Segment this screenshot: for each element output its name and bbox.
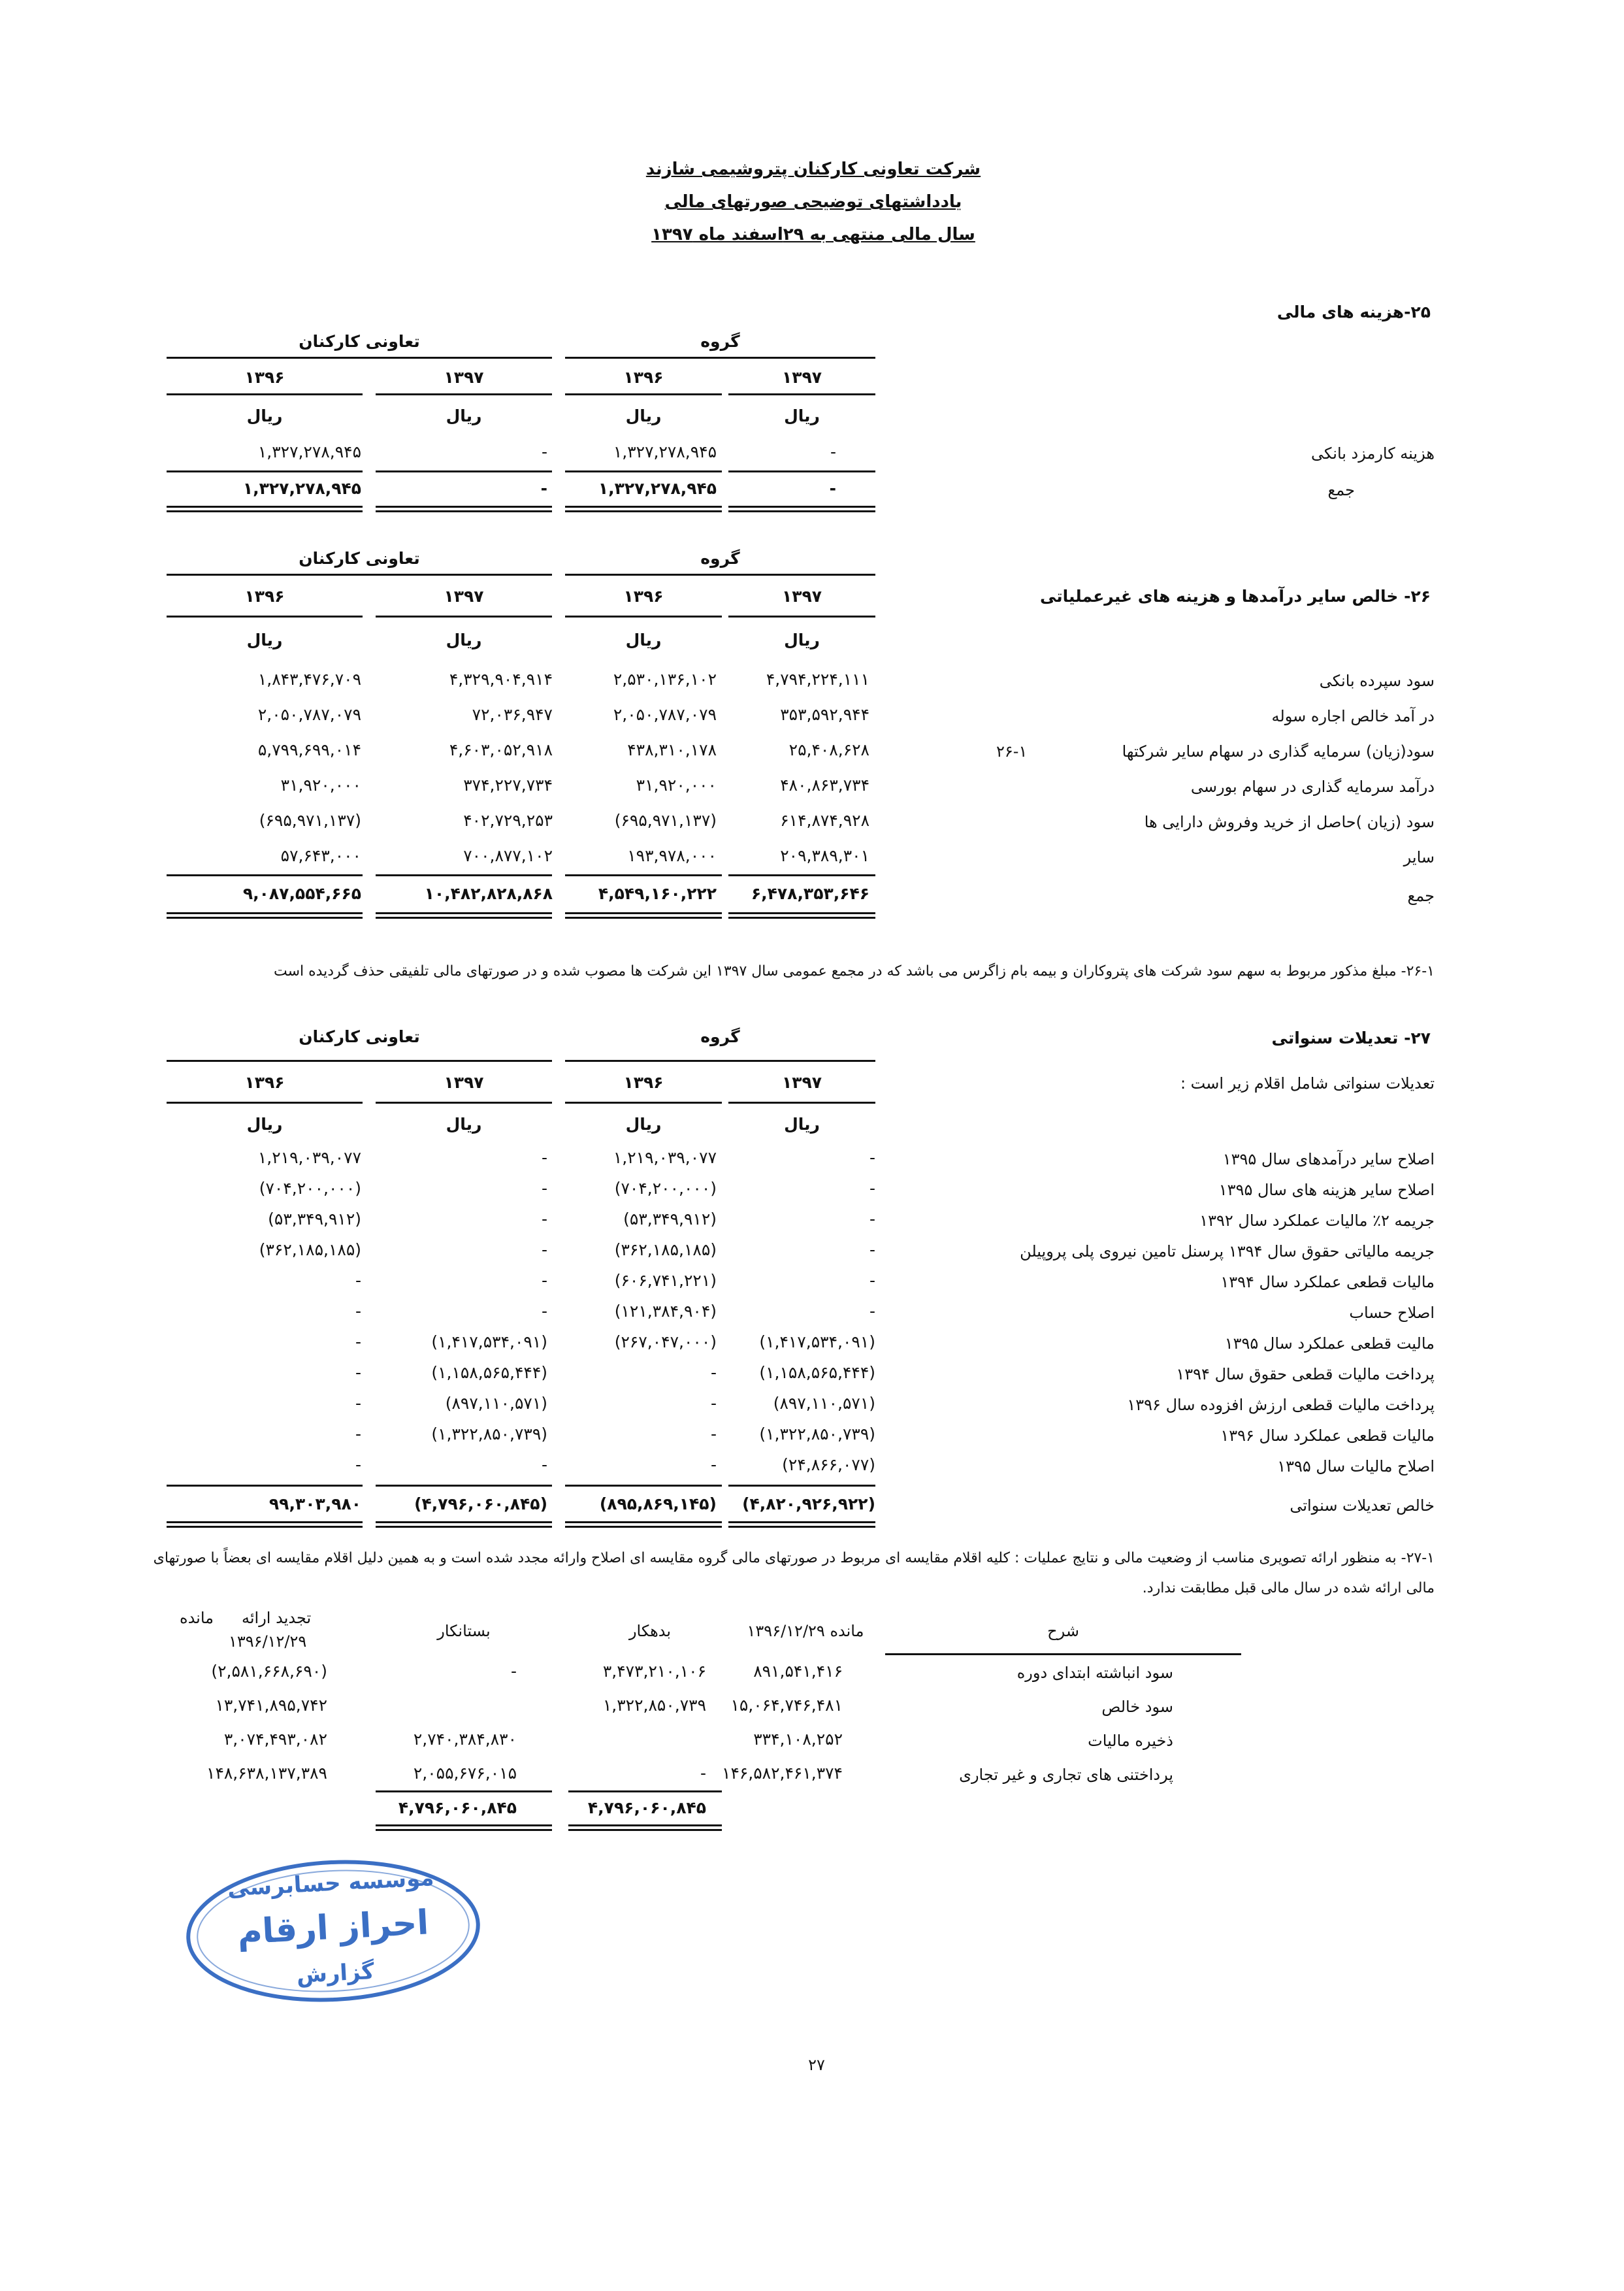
- note25-row-label: هزینه کارمزد بانکی: [1311, 444, 1435, 463]
- note25-year-group-1397: ۱۳۹۷: [781, 368, 822, 387]
- restate-total-debit: ۴,۷۹۶,۰۶۰,۸۴۵: [587, 1798, 706, 1817]
- note27-cell: -: [710, 1363, 717, 1382]
- note26-double-rule: [376, 912, 552, 919]
- restate-cell-restated: ۱۳,۷۴۱,۸۹۵,۷۴۲: [215, 1696, 327, 1715]
- restate-cell-restated: ۱۴۸,۶۳۸,۱۳۷,۳۸۹: [206, 1764, 327, 1783]
- note27-header-group: گروه: [700, 1027, 740, 1046]
- note26-cell: ۴۸۰,۸۶۳,۷۳۴: [780, 776, 869, 795]
- note26-row-ref: ۲۶-۱: [996, 742, 1028, 761]
- note27-footnote-1: ۲۷-۱- به منظور ارائه تصویری مناسب از وضعیت مالی و نتایج عملیات : کلیه اقلام مقایسه ای مربوط در صورتهای مالی گروه مقایسه ای اصلاح وارائه مجدد شده است و به همین دلیل اقلام مقایسه ای بعضاً با صورتهای: [153, 1550, 1435, 1566]
- note27-year-rule: [167, 1102, 363, 1104]
- report-title: یادداشتهای توضیحی صورتهای مالی: [664, 192, 962, 212]
- note25-total-rule: [167, 470, 363, 472]
- note26-cell: ۳۱,۹۲۰,۰۰۰: [636, 776, 717, 795]
- note25-total-cell: -: [540, 479, 547, 498]
- note27-cell: -: [355, 1455, 361, 1474]
- note27-year-group-1397: ۱۳۹۷: [781, 1073, 822, 1092]
- note27-cell: -: [869, 1210, 875, 1228]
- note26-cell: ۱۹۳,۹۷۸,۰۰۰: [627, 846, 717, 865]
- note27-title: ۲۷- تعدیلات سنواتی: [1271, 1029, 1431, 1047]
- note26-year-group-1396: ۱۳۹۶: [623, 587, 664, 606]
- note27-cell: (۱۲۱,۳۸۴,۹۰۴): [614, 1302, 717, 1321]
- note25-total-rule: [565, 470, 722, 472]
- note25-year-coop-1397: ۱۳۹۷: [444, 368, 484, 387]
- restate-total-rule: [568, 1790, 722, 1792]
- note26-cell: ۲,۰۵۰,۷۸۷,۰۷۹: [613, 705, 717, 724]
- note26-cell: ۳۵۳,۵۹۲,۹۴۴: [780, 705, 869, 724]
- note26-cell: ۶۱۴,۸۷۴,۹۲۸: [780, 811, 869, 830]
- note27-row-label: اصلاح مالیات سال ۱۳۹۵: [1277, 1457, 1435, 1475]
- restate-cell-credit: ۲,۷۴۰,۳۸۴,۸۳۰: [413, 1730, 517, 1749]
- note26-total-rule: [565, 874, 722, 876]
- note27-cell: -: [355, 1302, 361, 1321]
- restate-double-rule: [376, 1824, 552, 1831]
- note27-year-coop-1396: ۱۳۹۶: [244, 1073, 285, 1092]
- note27-row-label: جریمه مالیاتی حقوق سال ۱۳۹۴ پرسنل تامین نیروی پلی پروپیلن: [1020, 1242, 1435, 1261]
- restate-cell-debit: -: [700, 1764, 706, 1783]
- note27-double-rule: [167, 1521, 363, 1528]
- note27-cell: -: [869, 1271, 875, 1290]
- note27-footnote-2: مالی ارائه شده در سال مالی قبل مطابقت ندارد.: [1142, 1580, 1435, 1596]
- note27-row-label: مالیات قطعی عملکرد سال ۱۳۹۴: [1220, 1273, 1435, 1291]
- restate-cell-balance: ۸۹۱,۵۴۱,۴۱۶: [753, 1662, 843, 1681]
- note27-unit: ریال: [625, 1115, 662, 1134]
- note25-year-rule: [376, 393, 552, 395]
- stamp-line2: احراز ارقام: [236, 1903, 430, 1953]
- note26-row-label: سود (زیان )حاصل از خرید وفروش دارایی ها: [1144, 813, 1435, 831]
- note27-cell: (۳۶۲,۱۸۵,۱۸۵): [259, 1240, 361, 1259]
- note26-cell: ۵,۷۹۹,۶۹۹,۰۱۴: [257, 740, 361, 759]
- note26-year-rule: [728, 616, 875, 618]
- note25-total-cell: ۱,۳۲۷,۲۷۸,۹۴۵: [598, 479, 717, 498]
- note25-unit: ریال: [446, 406, 482, 425]
- restate-cell-restated: ۳,۰۷۴,۴۹۳,۰۸۲: [223, 1730, 327, 1749]
- note26-title: ۲۶- خالص سایر درآمدها و هزینه های غیرعملیاتی: [1039, 587, 1431, 606]
- restate-cell-debit: ۱,۳۲۲,۸۵۰,۷۳۹: [602, 1696, 706, 1715]
- restate-row-label: سود انباشته ابتدای دوره: [1016, 1664, 1173, 1682]
- note27-cell: (۱,۳۲۲,۸۵۰,۷۳۹): [431, 1425, 547, 1443]
- note26-header-coop: تعاونی کارکنان: [299, 549, 420, 568]
- note26-total-label: جمع: [1407, 887, 1435, 905]
- note26-unit: ریال: [625, 631, 662, 650]
- note27-unit: ریال: [784, 1115, 820, 1134]
- note27-cell: (۲۴,۸۶۶,۰۷۷): [782, 1455, 875, 1474]
- note25-total-label: جمع: [1327, 481, 1355, 499]
- note25-total-rule: [728, 470, 875, 472]
- note26-cell: (۶۹۵,۹۷۱,۱۳۷): [614, 811, 717, 830]
- note27-year-group-1396: ۱۳۹۶: [623, 1073, 664, 1092]
- note26-total-cell: ۶,۴۷۸,۳۵۳,۶۴۶: [751, 884, 869, 903]
- note26-row-label: در آمد خالص اجاره سوله: [1271, 707, 1435, 725]
- note27-row-label: اصلاح حساب: [1349, 1304, 1435, 1322]
- note26-cell: ۱,۸۴۳,۴۷۶,۷۰۹: [257, 670, 361, 689]
- note27-cell: (۳۶۲,۱۸۵,۱۸۵): [614, 1240, 717, 1259]
- restate-cell-debit: ۳,۴۷۳,۲۱۰,۱۰۶: [602, 1662, 706, 1681]
- note26-year-rule: [167, 616, 363, 618]
- restate-header-debit: بدهکار: [628, 1622, 672, 1640]
- note26-cell: ۲۵,۴۰۸,۶۲۸: [788, 740, 869, 759]
- note27-cell: -: [541, 1455, 547, 1474]
- restate-total-credit: ۴,۷۹۶,۰۶۰,۸۴۵: [398, 1798, 517, 1817]
- note26-cell: ۲,۰۵۰,۷۸۷,۰۷۹: [257, 705, 361, 724]
- note26-unit: ریال: [246, 631, 283, 650]
- note27-cell: -: [355, 1271, 361, 1290]
- note27-cell: -: [355, 1332, 361, 1351]
- note26-total-cell: ۱۰,۴۸۲,۸۲۸,۸۶۸: [424, 884, 553, 903]
- note27-cell: ۱,۲۱۹,۰۳۹,۰۷۷: [613, 1148, 717, 1167]
- note27-total-rule: [565, 1485, 722, 1487]
- note27-cell: (۱,۴۱۷,۵۳۴,۰۹۱): [431, 1332, 547, 1351]
- restate-cell-credit: ۲,۰۵۵,۶۷۶,۰۱۵: [413, 1764, 517, 1783]
- restate-header-rule: [885, 1653, 1241, 1655]
- note25-title: ۲۵-هزینه های مالی: [1276, 303, 1431, 321]
- page-number: ۲۷: [808, 2056, 825, 2074]
- restate-header-restated-a: تجدید ارائه: [242, 1609, 312, 1627]
- note27-year-coop-1397: ۱۳۹۷: [444, 1073, 484, 1092]
- note27-cell: (۶۰۶,۷۴۱,۲۲۱): [614, 1271, 717, 1290]
- note25-total-cell: ۱,۳۲۷,۲۷۸,۹۴۵: [242, 479, 361, 498]
- restate-header-restated-c: ۱۳۹۶/۱۲/۲۹: [229, 1632, 307, 1651]
- note25-cell: -: [541, 442, 547, 461]
- note27-row-label: مالیت قطعی عملکرد سال ۱۳۹۵: [1224, 1334, 1435, 1353]
- stamp-line3: گزارش: [295, 1958, 375, 1988]
- note26-total-cell: ۴,۵۴۹,۱۶۰,۲۲۲: [598, 884, 717, 903]
- note26-cell: ۴,۳۲۹,۹۰۴,۹۱۴: [449, 670, 553, 689]
- note27-row-label: جریمه ۲٪ مالیات عملکرد سال ۱۳۹۲: [1199, 1211, 1435, 1230]
- note27-row-label: پرداخت مالیات قطعی حقوق سال ۱۳۹۴: [1176, 1365, 1435, 1383]
- note27-year-rule: [376, 1102, 552, 1104]
- note27-total-cell: (۸۹۵,۸۶۹,۱۴۵): [599, 1494, 717, 1513]
- restate-header-desc: شرح: [1047, 1622, 1079, 1640]
- note25-cell: -: [830, 442, 836, 461]
- note27-cell: (۸۹۷,۱۱۰,۵۷۱): [445, 1394, 547, 1413]
- note26-footnote: ۲۶-۱- مبلغ مذکور مربوط به سهم سود شرکت های پتروکاران و بیمه بام زاگرس می باشد که در مجمع عمومی سال ۱۳۹۷ این شرکت ها مصوب شده و در صورتهای مالی تلفیقی حذف گردیده است: [273, 963, 1435, 980]
- restate-cell-balance: ۱۵,۰۶۴,۷۴۶,۴۸۱: [730, 1696, 843, 1715]
- note25-unit: ریال: [625, 406, 662, 425]
- note25-double-rule: [728, 506, 875, 512]
- note27-total-cell: ۹۹,۳۰۳,۹۸۰: [268, 1494, 361, 1513]
- note25-header-group: گروه: [700, 332, 740, 351]
- note27-cell: (۲۶۷,۰۴۷,۰۰۰): [614, 1332, 717, 1351]
- note26-cell: (۶۹۵,۹۷۱,۱۳۷): [259, 811, 361, 830]
- note27-cell: -: [869, 1302, 875, 1321]
- note27-row-label: مالیات قطعی عملکرد سال ۱۳۹۶: [1220, 1426, 1435, 1445]
- note25-year-rule: [728, 393, 875, 395]
- stamp-line1: موسسه حسابرسی: [227, 1864, 435, 1902]
- note26-total-cell: ۹,۰۸۷,۵۵۴,۶۶۵: [242, 884, 361, 903]
- note26-cell: ۳۷۴,۲۲۷,۷۳۴: [463, 776, 553, 795]
- note25-year-rule: [565, 393, 722, 395]
- note27-cell: (۵۳,۳۴۹,۹۱۲): [623, 1210, 717, 1228]
- note27-cell: (۱,۱۵۸,۵۶۵,۴۴۴): [759, 1363, 875, 1382]
- note26-year-coop-1396: ۱۳۹۶: [244, 587, 285, 606]
- note26-total-rule: [728, 874, 875, 876]
- note27-total-rule: [167, 1485, 363, 1487]
- restate-cell-balance: ۱۴۶,۵۸۲,۴۶۱,۳۷۴: [722, 1764, 843, 1783]
- note27-cell: -: [355, 1425, 361, 1443]
- note26-total-rule: [376, 874, 552, 876]
- note26-row-label: درآمد سرمایه گذاری در سهام بورسی: [1190, 778, 1435, 796]
- note27-cell: -: [541, 1302, 547, 1321]
- note27-cell: -: [869, 1148, 875, 1167]
- note27-header-coop: تعاونی کارکنان: [299, 1027, 420, 1046]
- restate-row-label: پرداختنی های تجاری و غیر تجاری: [959, 1766, 1173, 1784]
- note27-total-cell: (۴,۷۹۶,۰۶۰,۸۴۵): [414, 1494, 547, 1513]
- note26-cell: ۴۳۸,۳۱۰,۱۷۸: [627, 740, 717, 759]
- note27-year-rule: [728, 1102, 875, 1104]
- note26-group-rule-coop: [167, 574, 552, 576]
- audit-stamp: [179, 1848, 487, 2014]
- note27-cell: -: [541, 1271, 547, 1290]
- note26-cell: ۴,۶۰۳,۰۵۲,۹۱۸: [449, 740, 553, 759]
- note26-cell: ۷۰۰,۸۷۷,۱۰۲: [463, 846, 553, 865]
- note27-row-label: اصلاح سایر درآمدهای سال ۱۳۹۵: [1222, 1150, 1435, 1168]
- note27-cell: -: [541, 1240, 547, 1259]
- note27-unit: ریال: [246, 1115, 283, 1134]
- note27-cell: -: [355, 1394, 361, 1413]
- note27-year-rule: [565, 1102, 722, 1104]
- note26-year-rule: [565, 616, 722, 618]
- note25-group-rule-coop: [167, 357, 552, 359]
- note27-subtitle: تعدیلات سنواتی شامل اقلام زیر است :: [1180, 1074, 1435, 1093]
- note27-cell: (۱,۴۱۷,۵۳۴,۰۹۱): [759, 1332, 875, 1351]
- note25-cell: ۱,۳۲۷,۲۷۸,۹۴۵: [613, 442, 717, 461]
- note27-double-rule: [376, 1521, 552, 1528]
- note27-double-rule: [565, 1521, 722, 1528]
- note27-cell: -: [869, 1179, 875, 1198]
- note26-cell: ۵۷,۶۴۳,۰۰۰: [280, 846, 361, 865]
- note27-cell: (۱,۱۵۸,۵۶۵,۴۴۴): [431, 1363, 547, 1382]
- note27-total-rule: [728, 1485, 875, 1487]
- note26-cell: ۲,۵۳۰,۱۳۶,۱۰۲: [613, 670, 717, 689]
- note25-total-rule: [376, 470, 552, 472]
- note26-year-group-1397: ۱۳۹۷: [781, 587, 822, 606]
- note26-year-rule: [376, 616, 552, 618]
- note26-group-rule-group: [565, 574, 875, 576]
- note26-unit: ریال: [784, 631, 820, 650]
- note27-row-label: اصلاح سایر هزینه های سال ۱۳۹۵: [1218, 1181, 1435, 1199]
- note26-cell: ۴,۷۹۴,۲۲۴,۱۱۱: [766, 670, 869, 689]
- restate-cell-restated: (۲,۵۸۱,۶۶۸,۶۹۰): [211, 1662, 327, 1681]
- note26-cell: ۲۰۹,۳۸۹,۳۰۱: [780, 846, 869, 865]
- note26-total-rule: [167, 874, 363, 876]
- restate-row-label: ذخیره مالیات: [1088, 1732, 1173, 1750]
- note27-cell: (۷۰۴,۲۰۰,۰۰۰): [614, 1179, 717, 1198]
- note27-group-rule-group: [565, 1060, 875, 1062]
- note26-cell: ۷۲,۰۳۶,۹۴۷: [472, 705, 553, 724]
- note27-cell: -: [710, 1394, 717, 1413]
- note25-year-coop-1396: ۱۳۹۶: [244, 368, 285, 387]
- fiscal-period: سال مالی منتهی به ۲۹اسفند ماه ۱۳۹۷: [651, 225, 975, 244]
- note27-cell: -: [541, 1148, 547, 1167]
- restate-double-rule: [568, 1824, 722, 1831]
- note25-header-coop: تعاونی کارکنان: [299, 332, 420, 351]
- note26-header-group: گروه: [700, 549, 740, 568]
- restate-header-restated-b: مانده: [180, 1609, 214, 1627]
- company-name: شرکت تعاونی کارکنان پتروشیمی شازند: [645, 159, 981, 179]
- note25-unit: ریال: [784, 406, 820, 425]
- note27-double-rule: [728, 1521, 875, 1528]
- restate-row-label: سود خالص: [1101, 1698, 1173, 1716]
- restate-cell-credit: -: [510, 1662, 517, 1681]
- note27-total-rule: [376, 1485, 552, 1487]
- note26-row-label: سود(زیان) سرمایه گذاری در سهام سایر شرکتها: [1122, 742, 1435, 761]
- note26-cell: ۳۱,۹۲۰,۰۰۰: [280, 776, 361, 795]
- note25-unit: ریال: [246, 406, 283, 425]
- note25-year-group-1396: ۱۳۹۶: [623, 368, 664, 387]
- note27-row-label: پرداخت مالیات قطعی ارزش افزوده سال ۱۳۹۶: [1127, 1396, 1435, 1414]
- note26-year-coop-1397: ۱۳۹۷: [444, 587, 484, 606]
- note27-total-label: خالص تعدیلات سنواتی: [1290, 1496, 1435, 1515]
- note26-double-rule: [565, 912, 722, 919]
- note25-double-rule: [376, 506, 552, 512]
- note25-year-rule: [167, 393, 363, 395]
- note27-cell: -: [541, 1210, 547, 1228]
- note27-cell: (۸۹۷,۱۱۰,۵۷۱): [773, 1394, 875, 1413]
- note27-cell: -: [869, 1240, 875, 1259]
- note27-cell: -: [355, 1363, 361, 1382]
- note27-cell: (۵۳,۳۴۹,۹۱۲): [268, 1210, 361, 1228]
- note27-unit: ریال: [446, 1115, 482, 1134]
- note27-cell: (۷۰۴,۲۰۰,۰۰۰): [259, 1179, 361, 1198]
- restate-header-balance: مانده ۱۳۹۶/۱۲/۲۹: [747, 1622, 864, 1640]
- note27-group-rule-coop: [167, 1060, 552, 1062]
- note27-cell: -: [541, 1179, 547, 1198]
- note25-double-rule: [167, 506, 363, 512]
- restate-header-credit: بستانکار: [437, 1622, 491, 1640]
- note27-cell: -: [710, 1455, 717, 1474]
- restate-cell-balance: ۳۳۴,۱۰۸,۲۵۲: [753, 1730, 843, 1749]
- note26-cell: ۴۰۲,۷۲۹,۲۵۳: [463, 811, 553, 830]
- note27-cell: ۱,۲۱۹,۰۳۹,۰۷۷: [257, 1148, 361, 1167]
- note27-cell: -: [710, 1425, 717, 1443]
- note25-double-rule: [565, 506, 722, 512]
- note27-cell: (۱,۳۲۲,۸۵۰,۷۳۹): [759, 1425, 875, 1443]
- note26-double-rule: [728, 912, 875, 919]
- note26-double-rule: [167, 912, 363, 919]
- note25-cell: ۱,۳۲۷,۲۷۸,۹۴۵: [257, 442, 361, 461]
- note25-group-rule-group: [565, 357, 875, 359]
- note25-total-cell: -: [829, 479, 836, 498]
- note27-total-cell: (۴,۸۲۰,۹۲۶,۹۲۲): [742, 1494, 875, 1513]
- restate-total-rule: [376, 1790, 552, 1792]
- note26-row-label: سایر: [1403, 848, 1435, 866]
- note26-row-label: سود سپرده بانکی: [1319, 672, 1435, 690]
- note26-unit: ریال: [446, 631, 482, 650]
